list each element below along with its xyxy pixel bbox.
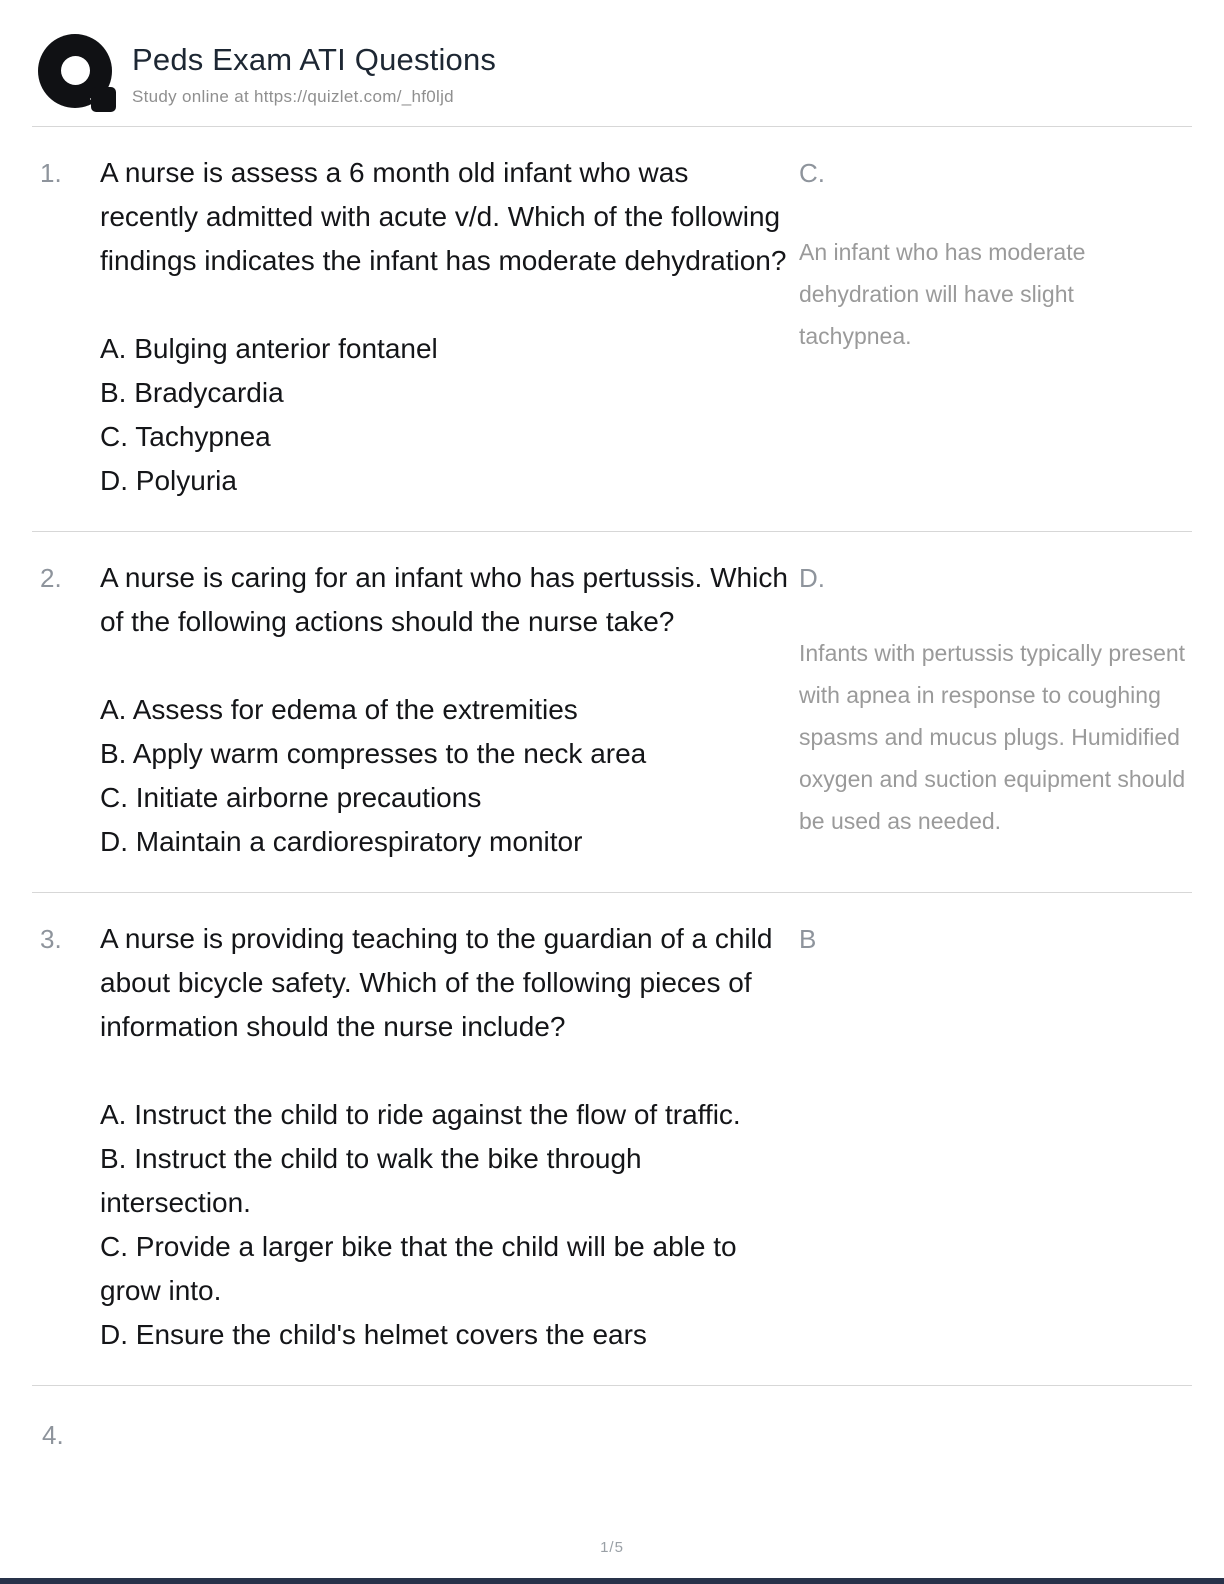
- option-a: A. Bulging anterior fontanel: [100, 333, 438, 364]
- question-text: A nurse is providing teaching to the guardian of a child about bicycle safety. Which of the following pieces of information should the nurse include?: [100, 923, 773, 1042]
- question-body: [100, 151, 795, 503]
- option-c: C. Tachypnea: [100, 421, 271, 452]
- question-number: 2.: [40, 563, 62, 593]
- question-number: 1.: [40, 158, 62, 188]
- question-block-1: [0, 127, 1224, 531]
- page-number: 1/5: [600, 1539, 624, 1556]
- document-header: [0, 0, 1224, 126]
- options-list: [100, 688, 789, 864]
- quizlet-logo-tail: [91, 87, 116, 112]
- page-title: Peds Exam ATI Questions: [132, 42, 497, 77]
- question-body: [100, 917, 795, 1357]
- option-b: B. Instruct the child to walk the bike through intersection.: [100, 1143, 642, 1218]
- question-number: 3.: [40, 924, 62, 954]
- answer-letter: C.: [799, 158, 825, 188]
- option-d: D. Maintain a cardiorespiratory monitor: [100, 826, 583, 857]
- question-body: [100, 556, 795, 864]
- question-gap: [100, 1049, 789, 1093]
- option-c: C. Initiate airborne precautions: [100, 782, 482, 813]
- question-block-3: [0, 893, 1224, 1385]
- options-list: [100, 327, 789, 503]
- page-bottom-edge: [0, 1578, 1224, 1584]
- answer-letter: D.: [799, 563, 825, 593]
- option-d: D. Polyuria: [100, 465, 237, 496]
- header-text: [132, 34, 496, 107]
- option-d: D. Ensure the child's helmet covers the ears: [100, 1319, 647, 1350]
- option-b: B. Bradycardia: [100, 377, 284, 408]
- question-text: A nurse is caring for an infant who has pertussis. Which of the following actions should the nurse take?: [100, 562, 788, 637]
- answer-column: [795, 556, 1190, 842]
- answer-explanation: Infants with pertussis typically present with apnea in response to coughing spasms and mucus plugs. Humidified oxygen and suction equipment should be used as needed.: [799, 640, 1186, 834]
- answer-column: [795, 917, 1190, 961]
- quizlet-logo-icon: [38, 34, 116, 110]
- answer-column: [795, 151, 1190, 357]
- quizlet-logo-counter: [61, 56, 90, 85]
- study-online-link: Study online at https://quizlet.com/_hf0ljd: [132, 87, 454, 106]
- question-number-4: 4.: [42, 1420, 64, 1450]
- option-c: C. Provide a larger bike that the child will be able to grow into.: [100, 1231, 737, 1306]
- option-a: A. Instruct the child to ride against the flow of traffic.: [100, 1099, 741, 1130]
- options-list: [100, 1093, 789, 1357]
- answer-explanation: An infant who has moderate dehydration will have slight tachypnea.: [799, 239, 1086, 349]
- question-text: A nurse is assess a 6 month old infant who was recently admitted with acute v/d. Which of the following findings indicates the infant has moderate dehydration?: [100, 157, 787, 276]
- question-block-2: [0, 532, 1224, 892]
- question-gap: [100, 644, 789, 688]
- option-a: A. Assess for edema of the extremities: [100, 694, 578, 725]
- answer-letter: B: [799, 924, 817, 954]
- option-b: B. Apply warm compresses to the neck area: [100, 738, 647, 769]
- question-gap: [100, 283, 789, 327]
